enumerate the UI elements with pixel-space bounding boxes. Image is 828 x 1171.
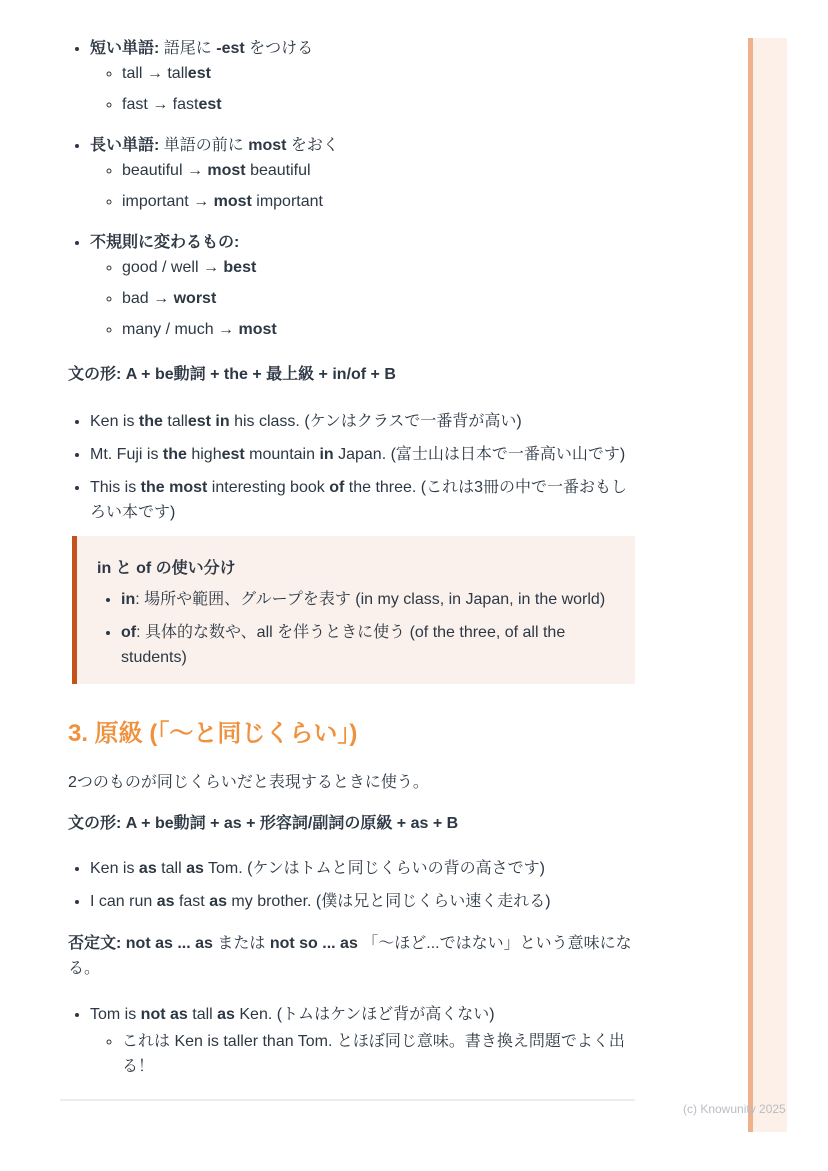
rule-short-words	[90, 36, 635, 117]
callout-list	[97, 587, 611, 670]
example-best: ◦ good / well → best	[122, 255, 635, 280]
superlative-rules-list	[68, 36, 635, 342]
example-most: ◦ many / much → most	[122, 317, 635, 342]
copyright-watermark: (c) Knowunity 2025	[683, 1102, 786, 1116]
sentence-most-interesting: • This is the most interesting book of the three. (これは3冊の中で一番おもしろい本です)	[90, 475, 635, 525]
base-form-intro: 2つのものが同じくらいだと表現するときに使う。	[68, 774, 429, 791]
rule-long-words-text: 長い単語: 単語の前に most をおく	[90, 137, 339, 154]
note-content	[68, 36, 635, 1101]
rule-irregular-examples	[90, 255, 635, 342]
callout-item-in: • in: 場所や範囲、グループを表す (in my class, in Japan, in the world)	[121, 587, 611, 612]
sentence-mt-fuji: • Mt. Fuji is the highest mountain in Japan. (富士山は日本で一番高い山です)	[90, 442, 635, 467]
right-edge-accent-stripe	[748, 38, 787, 1132]
sentence-as-fast-as: • I can run as fast as my brother. (僕は兄と同じくらい速く走れる)	[90, 889, 635, 914]
rule-long-words-examples	[90, 158, 635, 214]
sentence-not-as-tall-text: Tom is not as tall as Ken. (トムはケンほど背が高くない)	[90, 1006, 495, 1023]
rule-irregular	[90, 230, 635, 342]
negative-form-rule: 否定文: not as ... as または not so ... as 「〜ほど...ではない」という意味になる。	[68, 935, 632, 977]
base-form-example-sentences	[68, 856, 635, 914]
rule-irregular-text: 不規則に変わるもの:	[90, 234, 240, 251]
sentence-as-tall-as: • Ken is as tall as Tom. (ケンはトムと同じくらいの背の高さです)	[90, 856, 635, 881]
negative-example-note-list	[90, 1029, 635, 1079]
example-fast: ◦ fast → fastest	[122, 92, 635, 117]
in-of-usage-callout	[72, 536, 635, 684]
example-important: ◦ important → most important	[122, 189, 635, 214]
callout-item-of: • of: 具体的な数や、all を伴うときに使う (of the three, of all the students)	[121, 620, 611, 670]
sentence-not-as-tall	[90, 1002, 635, 1079]
rule-short-words-examples	[90, 61, 635, 117]
section-heading-base-form: 3. 原級 (「〜と同じくらい」)	[68, 720, 358, 747]
superlative-example-sentences	[68, 409, 635, 525]
superlative-sentence-form: 文の形: A + be動詞 + the + 最上級 + in/of + B	[68, 366, 396, 383]
example-tall: ◦ tall → tallest	[122, 61, 635, 86]
callout-title: in と of の使い分け	[97, 560, 236, 577]
rule-long-words	[90, 133, 635, 214]
sentence-ken-tallest: • Ken is the tallest in his class. (ケンはクラスで一番背が高い)	[90, 409, 635, 434]
rule-short-words-text: 短い単語: 語尾に -est をつける	[90, 40, 314, 57]
example-worst: ◦ bad → worst	[122, 286, 635, 311]
example-beautiful: ◦ beautiful → most beautiful	[122, 158, 635, 183]
base-form-sentence-form: 文の形: A + be動詞 + as + 形容詞/副詞の原級 + as + B	[68, 815, 459, 832]
rewrite-note: ◦ これは Ken is taller than Tom. とほぼ同じ意味。書き換え問題でよく出る！	[122, 1029, 635, 1079]
bottom-divider	[60, 1099, 635, 1101]
negative-example-list	[68, 1002, 635, 1079]
